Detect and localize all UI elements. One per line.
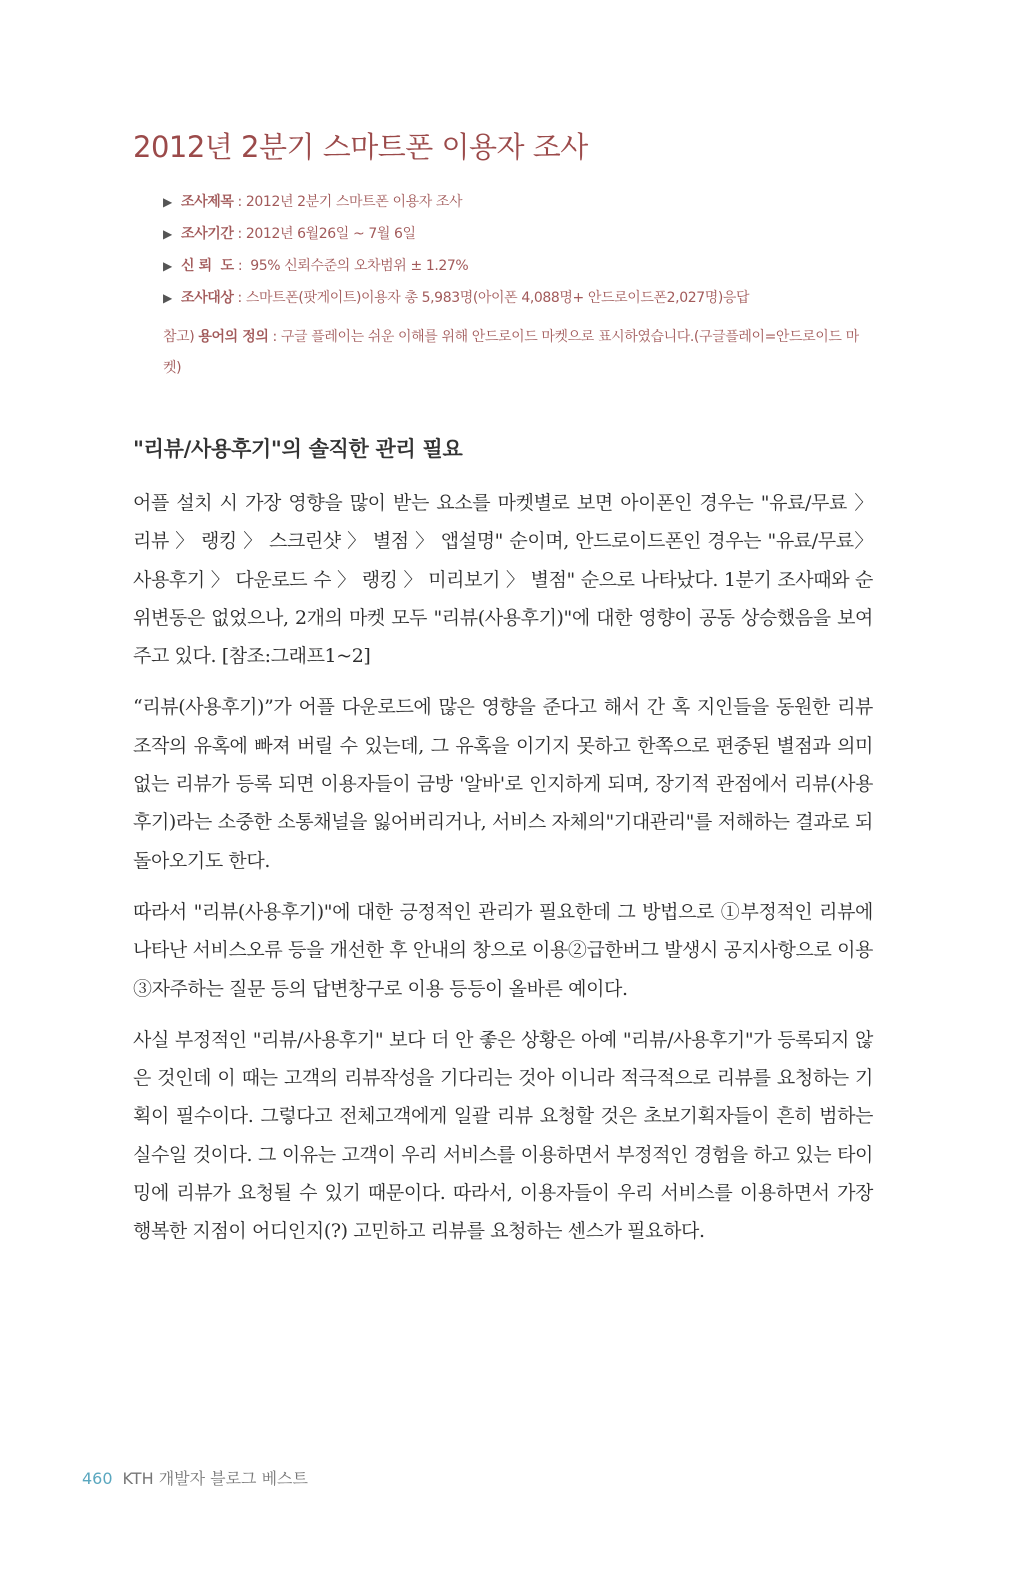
- note-label: 용어의 정의: [198, 329, 269, 345]
- info-row-confidence: [163, 250, 883, 282]
- info-label: 조사대상: [181, 290, 234, 306]
- terminology-note: [163, 322, 875, 384]
- triangle-bullet-icon: ▶: [163, 227, 172, 241]
- info-value: : 2012년 2분기 스마트폰 이용자 조사: [233, 194, 463, 210]
- survey-info: [163, 186, 883, 314]
- info-row-target: [163, 282, 883, 314]
- info-value: : 스마트폰(팟게이트)이용자 총 5,983명(아이폰 4,088명+ 안드로이드폰2,027명)응답: [233, 290, 750, 306]
- note-prefix: 참고): [163, 329, 199, 345]
- body-text: [133, 484, 873, 1264]
- page-number: 460: [82, 1469, 113, 1488]
- book-title: KTH 개발자 블로그 베스트: [122, 1469, 308, 1488]
- page-footer: [82, 1466, 308, 1489]
- triangle-bullet-icon: ▶: [163, 291, 172, 305]
- paragraph: 따라서 "리뷰(사용후기)"에 대한 긍정적인 관리가 필요한데 그 방법으로 ①부정적인 리뷰에 나타난 서비스오류 등을 개선한 후 안내의 창으로 이용②급한버그 발생시 공지사항으로 이용 ③자주하는 질문 등의 답변창구로 이용 등등이 올바른 예이다.: [133, 900, 873, 1000]
- paragraph: 어플 설치 시 가장 영향을 많이 받는 요소를 마켓별로 보면 아이폰인 경우는 "유료/무료 〉 리뷰 〉 랭킹 〉 스크린샷 〉 별점 〉 앱설명" 순이며, 안드로이드폰인 경우는 "유료/무료〉 사용후기 〉 다운로드 수 〉 랭킹 〉 미리보기 〉 별점" 순으로 나타났다. 1분기 조사때와 순위변동은 없었으나, 2개의 마켓 모두 "리뷰(사용후기)"에 대한 영향이 공동 상승했음을 보여주고 있다. [참조:그래프1~2]: [133, 492, 873, 668]
- info-label: 신 뢰 도: [181, 258, 234, 274]
- note-text: : 구글 플레이는 쉬운 이해를 위해 안드로이드 마켓으로 표시하였습니다.(구글플레이=안드로이드 마켓): [163, 329, 859, 376]
- triangle-bullet-icon: ▶: [163, 259, 172, 273]
- paragraph: 사실 부정적인 "리뷰/사용후기" 보다 더 안 좋은 상황은 아예 "리뷰/사용후기"가 등록되지 않은 것인데 이 때는 고객의 리뷰작성을 기다리는 것아 이니라 적극적으로 리뷰를 요청하는 기획이 필수이다. 그렇다고 전체고객에게 일괄 리뷰 요청할 것은 초보기획자들이 흔히 범하는 실수일 것이다. 그 이유는 고객이 우리 서비스를 이용하면서 부정적인 경험을 하고 있는 타이밍에 리뷰가 요청될 수 있기 때문이다. 따라서, 이용자들이 우리 서비스를 이용하면서 가장 행복한 지점이 어디인지(?) 고민하고 리뷰를 요청하는 센스가 필요하다.: [133, 1028, 873, 1243]
- section-title: 2012년 2분기 스마트폰 이용자 조사: [133, 130, 588, 164]
- info-label: 조사기간: [181, 226, 234, 242]
- info-row-survey-period: [163, 218, 883, 250]
- info-value: : 2012년 6월26일 ~ 7월 6일: [233, 226, 416, 242]
- triangle-bullet-icon: ▶: [163, 195, 172, 209]
- info-value: : 95% 신뢰수준의 오차범위 ± 1.27%: [233, 258, 469, 274]
- subsection-heading: "리뷰/사용후기"의 솔직한 관리 필요: [133, 437, 463, 461]
- info-row-survey-title: [163, 186, 883, 218]
- info-label: 조사제목: [181, 194, 234, 210]
- paragraph: “리뷰(사용후기)”가 어플 다운로드에 많은 영향을 준다고 해서 간 혹 지인들을 동원한 리뷰 조작의 유혹에 빠져 버릴 수 있는데, 그 유혹을 이기지 못하고 한쪽으로 편중된 별점과 의미없는 리뷰가 등록 되면 이용자들이 금방 '알바'로 인지하게 되며, 장기적 관점에서 리뷰(사용후기)라는 소중한 소통채널을 잃어버리거나, 서비스 자체의"기대관리"를 저해하는 결과로 되돌아오기도 한다.: [133, 696, 873, 872]
